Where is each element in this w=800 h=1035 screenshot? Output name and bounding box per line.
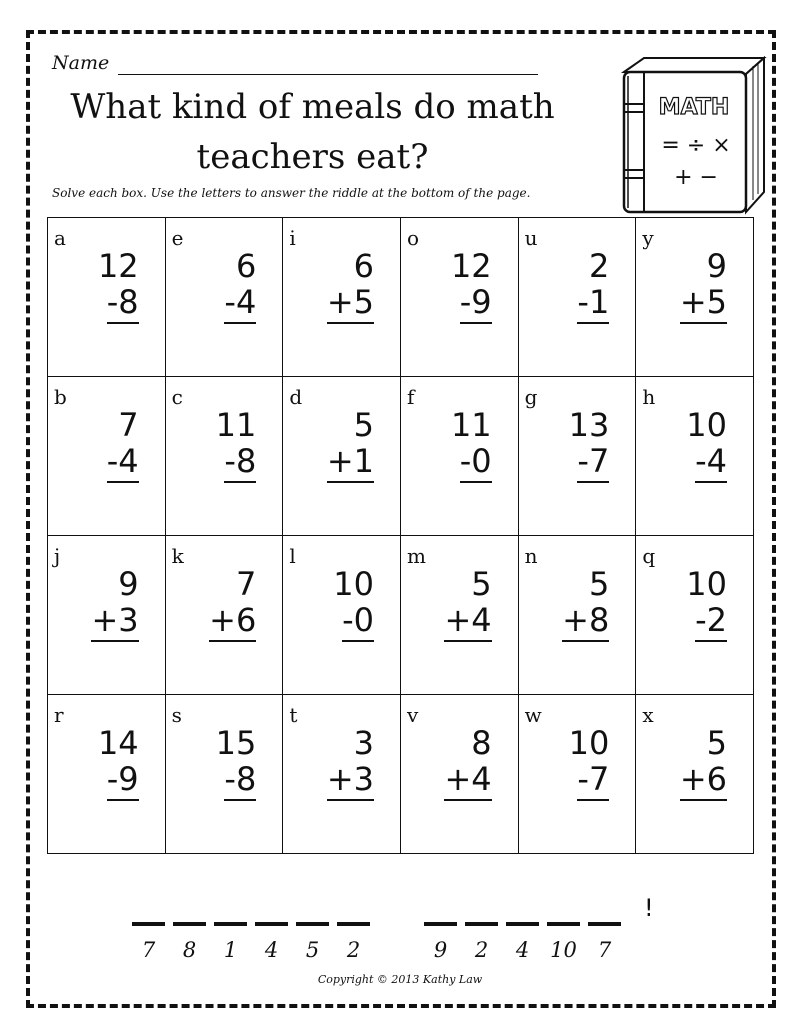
problem-letter: w — [524, 703, 542, 727]
problem-letter: o — [406, 226, 420, 250]
answer-clue-number: 10 — [550, 938, 577, 962]
problem-letter: n — [524, 544, 538, 568]
problem-letter: h — [642, 385, 656, 409]
problem — [451, 248, 492, 324]
problem-box — [519, 536, 637, 695]
problem-letter: l — [289, 544, 296, 568]
problem-letter: m — [406, 544, 426, 568]
problem-box — [48, 377, 166, 536]
name-label: Name — [52, 52, 110, 74]
problem-box — [401, 536, 519, 695]
answer-blank[interactable] — [506, 922, 539, 926]
problem — [98, 248, 139, 324]
title-line-2: teachers eat? — [196, 137, 429, 177]
problem-top-number: 11 — [215, 406, 257, 444]
problem-letter: d — [289, 385, 303, 409]
problem-top-number: 5 — [471, 565, 492, 603]
problem-bottom-number: -0 — [342, 602, 374, 642]
answer-clue-number: 9 — [433, 938, 448, 962]
problem-letter: q — [642, 544, 656, 568]
problem — [680, 725, 727, 801]
problem-box — [519, 218, 637, 377]
problem — [444, 725, 491, 801]
problem-top-number: 10 — [568, 724, 610, 762]
problem — [333, 566, 374, 642]
problem-box — [48, 536, 166, 695]
problem-bottom-number: +8 — [562, 602, 609, 642]
problem — [569, 725, 610, 801]
problem-letter: e — [171, 226, 184, 250]
problem-bottom-number: +4 — [444, 761, 491, 801]
problem — [107, 407, 139, 483]
problem — [686, 566, 727, 642]
problem — [91, 566, 138, 642]
answer-clue-number: 2 — [346, 938, 361, 962]
problem-bottom-number: -1 — [577, 284, 609, 324]
answer-blank[interactable] — [337, 922, 370, 926]
problem-box — [401, 695, 519, 854]
book-symbols-bottom: + − — [674, 165, 718, 190]
problem-bottom-number: -8 — [224, 443, 256, 483]
problem-box — [519, 377, 637, 536]
problem-box — [48, 695, 166, 854]
problem-bottom-number: +5 — [327, 284, 374, 324]
exclamation-mark: ! — [644, 894, 654, 922]
problem-bottom-number: +6 — [680, 761, 727, 801]
book-symbols-top: = ÷ × — [661, 133, 731, 158]
answer-blank[interactable] — [547, 922, 580, 926]
problem-top-number: 3 — [353, 724, 374, 762]
problem-letter: r — [54, 703, 64, 727]
problem-letter: f — [406, 385, 415, 409]
answer-blank[interactable] — [173, 922, 206, 926]
problem-top-number: 6 — [353, 247, 374, 285]
problem-box — [636, 695, 754, 854]
problem-top-number: 6 — [235, 247, 257, 285]
problem — [216, 725, 257, 801]
answer-clue-number: 5 — [305, 938, 320, 962]
problem-box — [636, 218, 754, 377]
problem-top-number: 10 — [333, 565, 374, 603]
answer-clue-number: 8 — [182, 938, 197, 962]
problem-letter: v — [406, 703, 419, 727]
problem-letter: i — [289, 226, 296, 250]
problem-box — [283, 377, 401, 536]
problem-grid — [47, 217, 754, 854]
page-title — [40, 82, 585, 182]
problem-letter: y — [642, 226, 654, 250]
problem-top-number: 7 — [118, 406, 139, 444]
problem-top-number: 11 — [450, 406, 492, 444]
problem-letter: g — [524, 385, 538, 409]
problem-bottom-number: +1 — [327, 443, 374, 483]
problem-bottom-number: -0 — [460, 443, 492, 483]
answer-blank[interactable] — [255, 922, 288, 926]
problem-letter: x — [642, 703, 654, 727]
problem-box — [401, 218, 519, 377]
problem-bottom-number: -9 — [107, 761, 139, 801]
answer-blank[interactable] — [588, 922, 621, 926]
problem-box — [166, 695, 284, 854]
problem-top-number: 9 — [706, 247, 727, 285]
problem-letter: t — [289, 703, 298, 727]
problem — [444, 566, 491, 642]
problem-box — [48, 218, 166, 377]
instructions: Solve each box. Use the letters to answer the riddle at the bottom of the page. — [52, 186, 531, 200]
problem-box — [166, 377, 284, 536]
problem-bottom-number: -7 — [577, 761, 609, 801]
answer-blank[interactable] — [296, 922, 329, 926]
problem-letter: c — [171, 385, 183, 409]
answer-blank[interactable] — [465, 922, 498, 926]
problem — [327, 248, 374, 324]
problem — [686, 407, 727, 483]
problem-letter: b — [54, 385, 67, 409]
problem-top-number: 7 — [235, 565, 257, 603]
problem-top-number: 10 — [686, 406, 727, 444]
problem — [451, 407, 492, 483]
problem-box — [636, 536, 754, 695]
problem-top-number: 9 — [118, 565, 139, 603]
problem-box — [283, 695, 401, 854]
problem-bottom-number: +4 — [444, 602, 491, 642]
name-line — [118, 74, 538, 75]
book-label: MATH — [658, 95, 730, 120]
problem-box — [283, 218, 401, 377]
problem — [224, 248, 256, 324]
answer-blank[interactable] — [132, 922, 165, 926]
problem — [98, 725, 139, 801]
problem-box — [166, 218, 284, 377]
problem-top-number: 13 — [568, 406, 610, 444]
answer-clue-number: 4 — [264, 938, 279, 962]
answer-clue-number: 4 — [515, 938, 530, 962]
problem-bottom-number: -9 — [460, 284, 492, 324]
problem-letter: s — [171, 703, 182, 727]
problem-letter: a — [54, 226, 66, 250]
problem-top-number: 2 — [588, 247, 610, 285]
problem-box — [166, 536, 284, 695]
problem — [562, 566, 609, 642]
problem-top-number: 5 — [588, 565, 610, 603]
answer-clue-number: 2 — [474, 938, 489, 962]
answer-clue-number: 7 — [597, 938, 612, 962]
problem — [216, 407, 257, 483]
problem-bottom-number: -7 — [577, 443, 609, 483]
problem-bottom-number: -8 — [224, 761, 256, 801]
answer-blank[interactable] — [424, 922, 457, 926]
problem-top-number: 15 — [215, 724, 257, 762]
problem-box — [636, 377, 754, 536]
problem — [577, 248, 609, 324]
problem — [327, 407, 374, 483]
problem — [569, 407, 610, 483]
problem-box — [401, 377, 519, 536]
problem-bottom-number: +3 — [327, 761, 374, 801]
problem-top-number: 5 — [706, 724, 727, 762]
problem-top-number: 12 — [450, 247, 492, 285]
problem-bottom-number: -4 — [107, 443, 139, 483]
problem-top-number: 12 — [97, 247, 139, 285]
problem-bottom-number: +6 — [209, 602, 256, 642]
problem — [209, 566, 256, 642]
problem-top-number: 5 — [353, 406, 374, 444]
problem-box — [283, 536, 401, 695]
math-book-icon — [614, 52, 776, 220]
problem-letter: k — [171, 544, 184, 568]
problem-top-number: 14 — [97, 724, 139, 762]
problem-bottom-number: -2 — [695, 602, 727, 642]
problem-letter: u — [524, 226, 538, 250]
title-line-1: What kind of meals do math — [70, 87, 555, 127]
answer-clue-number: 1 — [223, 938, 238, 962]
problem-bottom-number: +3 — [91, 602, 138, 642]
copyright: Copyright © 2013 Kathy Law — [317, 973, 483, 986]
answer-clue-number: 7 — [141, 938, 156, 962]
problem-letter: j — [54, 544, 61, 568]
problem-box — [519, 695, 637, 854]
problem-bottom-number: -8 — [107, 284, 139, 324]
problem-bottom-number: +5 — [680, 284, 727, 324]
problem — [680, 248, 727, 324]
problem-bottom-number: -4 — [224, 284, 256, 324]
problem-bottom-number: -4 — [695, 443, 727, 483]
problem-top-number: 10 — [686, 565, 727, 603]
problem-top-number: 8 — [471, 724, 492, 762]
problem — [327, 725, 374, 801]
answer-blank[interactable] — [214, 922, 247, 926]
